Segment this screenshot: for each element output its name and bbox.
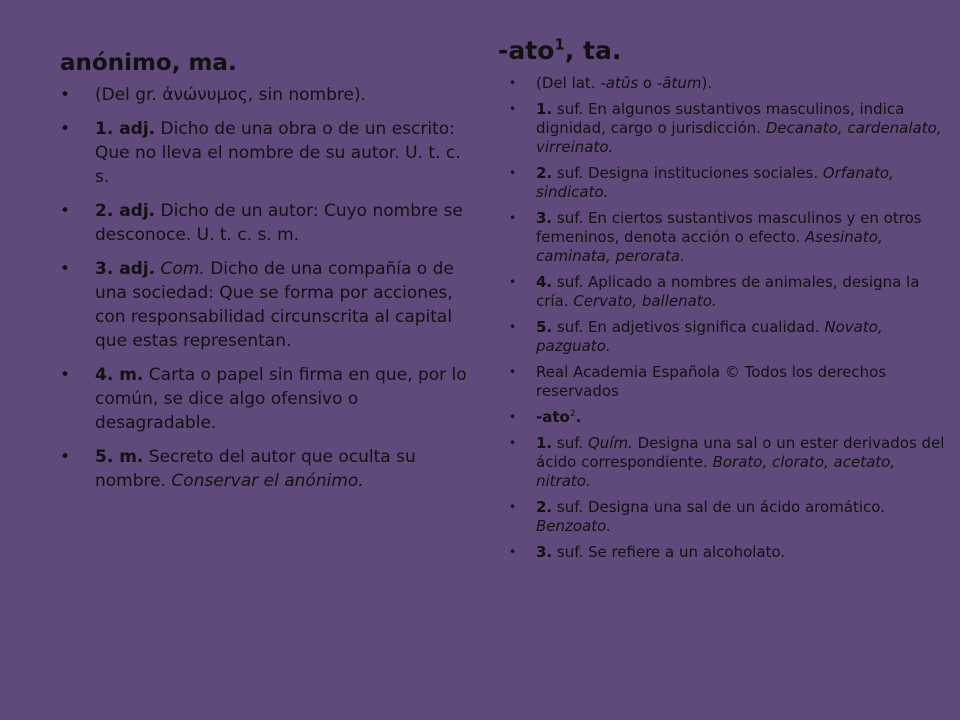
entry-title-ato-suffix: , ta.	[564, 36, 622, 65]
bullet-icon: •	[509, 436, 517, 450]
definition-text: suf. Aplicado a nombres de animales, designa la cría.	[536, 273, 920, 310]
definition-text: Dicho de una obra o de un escrito: Que no lleva el nombre de su autor. U. t. c. s.	[95, 119, 461, 187]
bullet-icon: •	[60, 365, 71, 385]
definition-item	[498, 273, 948, 311]
definition-list-ato	[498, 74, 948, 562]
entry-title-anonimo: anónimo, ma.	[60, 50, 237, 76]
definition-text: (Del gr. ἀνώνυμος, sin nombre).	[95, 85, 367, 105]
definition-text: Dicho de una compañía o de una sociedad: Que se forma por acciones, con responsabilidad circunscrita al capital que estas representan.	[95, 259, 454, 351]
entry-ato	[498, 34, 948, 569]
definition-text: 2.	[536, 498, 553, 516]
definition-text: 4.	[536, 273, 553, 291]
bullet-icon: •	[509, 76, 517, 90]
definition-item	[498, 434, 948, 491]
definition-item	[60, 117, 480, 189]
definition-text: -ātum	[656, 74, 702, 92]
bullet-icon: •	[60, 259, 71, 279]
definition-text: ).	[701, 74, 713, 92]
bullet-icon: •	[509, 500, 517, 514]
entry-title-ato-superscript: 1	[554, 35, 565, 54]
bullet-icon: •	[60, 447, 71, 467]
definition-text: 1.	[536, 100, 553, 118]
bullet-icon: •	[509, 275, 517, 289]
bullet-icon: •	[509, 410, 517, 424]
definition-text: suf. Designa instituciones sociales.	[552, 164, 823, 182]
definition-text: Quím.	[587, 434, 633, 452]
definition-text: Asesinato, caminata, perorata.	[536, 228, 883, 265]
definition-text: .	[575, 408, 582, 426]
bullet-icon: •	[60, 201, 71, 221]
bullet-icon: •	[60, 85, 71, 105]
definition-text: Decanato, cardenalato, virreinato.	[536, 119, 942, 156]
bullet-icon: •	[509, 545, 517, 559]
definition-text: Carta o papel sin firma en que, por lo común, se dice algo ofensivo o desagradable.	[95, 365, 467, 433]
definition-item	[60, 199, 480, 247]
definition-text: Cervato, ballenato.	[573, 292, 717, 310]
definition-text: suf. En adjetivos significa cualidad.	[552, 318, 825, 336]
definition-text: 3.	[536, 209, 553, 227]
definition-text: Designa una sal o un ester derivados del ácido correspondiente.	[536, 434, 945, 471]
definition-text: 3.	[536, 543, 553, 561]
definition-text: Borato, clorato, acetato, nitrato.	[536, 453, 896, 490]
definition-text: 2.	[536, 164, 553, 182]
entry-title-ato	[498, 34, 948, 68]
definition-item	[498, 318, 948, 356]
definition-text: 2	[569, 409, 576, 419]
definition-item	[498, 209, 948, 266]
definition-text: Com.	[160, 259, 205, 279]
definition-item	[60, 363, 480, 435]
definition-text: Benzoato.	[536, 517, 612, 535]
bullet-icon: •	[509, 365, 517, 379]
definition-item	[60, 83, 480, 107]
definition-text: -ato	[536, 408, 570, 426]
bullet-icon: •	[509, 211, 517, 225]
definition-text: Orfanato, sindicato.	[536, 164, 894, 201]
definition-text: 1. adj.	[95, 119, 156, 139]
definition-text: Conservar el anónimo.	[171, 471, 364, 491]
definition-text: suf. En ciertos sustantivos masculinos y en otros femeninos, denota acción o efecto.	[536, 209, 922, 246]
definition-text: 4. m.	[95, 365, 144, 385]
definition-item	[498, 74, 948, 93]
definition-text: suf.	[552, 434, 588, 452]
definition-text: Real Academia Española © Todos los derechos reservados	[536, 363, 887, 400]
definition-item	[498, 408, 948, 427]
definition-text: Dicho de un autor: Cuyo nombre se desconoce. U. t. c. s. m.	[95, 201, 463, 245]
definition-text: (Del lat.	[536, 74, 601, 92]
definition-text: 3. adj.	[95, 259, 156, 279]
bullet-icon: •	[509, 320, 517, 334]
definition-text: suf. Designa una sal de un ácido aromático.	[552, 498, 885, 516]
definition-item	[60, 445, 480, 493]
definition-text: o	[638, 74, 657, 92]
definition-text: 5. m.	[95, 447, 144, 467]
definition-item	[498, 164, 948, 202]
bullet-icon: •	[509, 166, 517, 180]
definition-item	[498, 498, 948, 536]
definition-text: 1.	[536, 434, 553, 452]
definition-item	[498, 363, 948, 401]
definition-item	[498, 543, 948, 562]
definition-item	[60, 257, 480, 353]
entry-anonimo	[60, 47, 480, 503]
bullet-icon: •	[509, 102, 517, 116]
definition-text: suf. Se refiere a un alcoholato.	[552, 543, 786, 561]
definition-list-anonimo	[60, 83, 480, 493]
definition-text: Novato, pazguato.	[536, 318, 883, 355]
definition-text: 5.	[536, 318, 553, 336]
definition-item	[498, 100, 948, 157]
definition-text: -atūs	[600, 74, 639, 92]
definition-text: Secreto del autor que oculta su nombre.	[95, 447, 416, 491]
definition-text: suf. En algunos sustantivos masculinos, indica dignidad, cargo o jurisdicción.	[536, 100, 905, 137]
definition-text: 2. adj.	[95, 201, 156, 221]
bullet-icon: •	[60, 119, 71, 139]
entry-title-ato-word: -ato	[498, 36, 555, 65]
